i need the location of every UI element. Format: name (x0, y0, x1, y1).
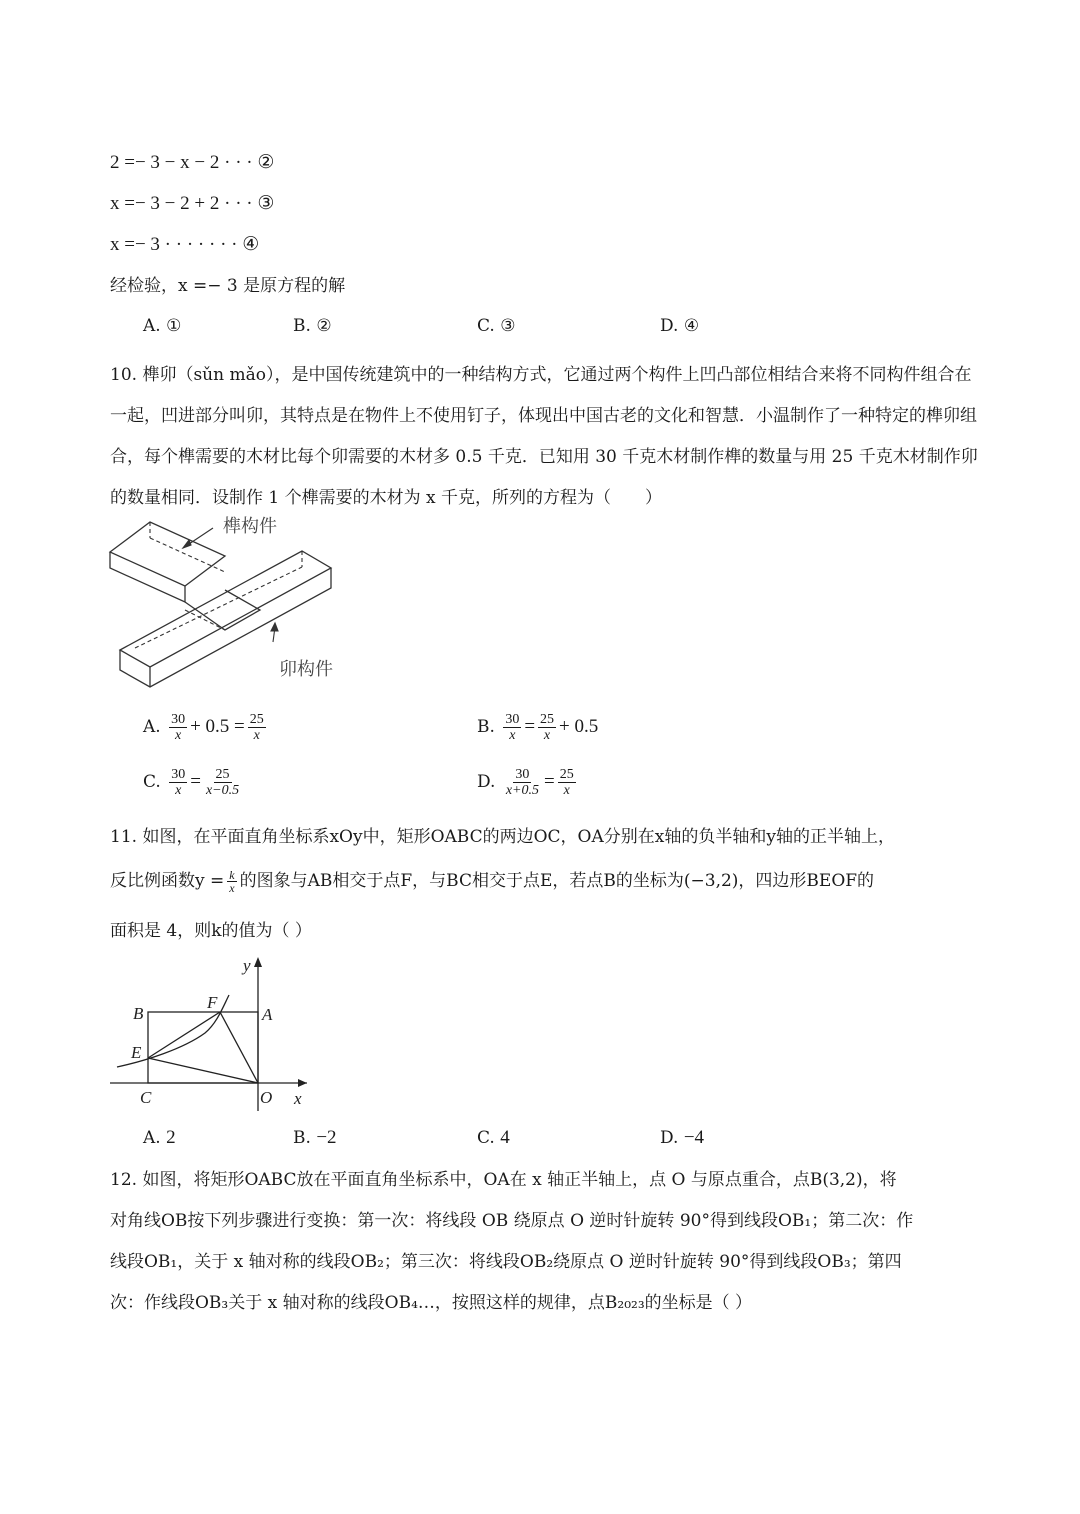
q11-line-3: 面积是 4，则k的值为（ ） (110, 921, 312, 941)
q10-option-a[interactable]: A. $\frac{30}{x}$ + 0.5 = $\frac{25}{x}$ (143, 712, 264, 743)
q11-coordinate-figure (105, 955, 320, 1115)
q11-option-c[interactable]: C. 4 (477, 1127, 510, 1148)
label-E: E (131, 1043, 142, 1062)
label-O: O (260, 1088, 273, 1107)
q9-option-b[interactable]: B. ② (293, 316, 332, 336)
label-A: A (262, 1005, 273, 1024)
q10-tenon-mortise-figure (105, 510, 345, 695)
q10-number: 10. (110, 365, 138, 385)
q12-line-4: 次：作线段OB₃关于 x 轴对称的线段OB₄…，按照这样的规律，点B₂₀₂₃的坐标是（ ） (110, 1293, 753, 1313)
label-y: y (243, 956, 251, 975)
q9-step-4: x =− 3 · · · · · · · ④ (110, 234, 260, 255)
q11-line-1: 11. 如图，在平面直角坐标系xOy中，矩形OABC的两边OC，OA分别在x轴的负半轴和y轴的正半轴上， (110, 827, 895, 847)
label-x: x (294, 1089, 302, 1108)
q9-option-d[interactable]: D. ④ (660, 316, 700, 336)
q10-stem (110, 355, 980, 519)
q9-option-c[interactable]: C. ③ (477, 316, 516, 336)
label-F: F (207, 993, 218, 1012)
q10-option-c[interactable]: C. $\frac{30}{x}$ = $\frac{25}{x-0.5}$ (143, 767, 240, 798)
q12-line-1: 12. 如图，将矩形OABC放在平面直角坐标系中，OA在 x 轴正半轴上，点 O 与原点重合，点B(3,2)，将 (110, 1170, 897, 1190)
q10-option-b[interactable]: B. $\frac{30}{x}$ = $\frac{25}{x}$ + 0.5 (477, 712, 599, 743)
label-C: C (140, 1088, 152, 1107)
q9-check-text: 经检验，x =− 3 是原方程的解 (110, 276, 346, 296)
q10-text: 榫卯（sǔn mǎo），是中国传统建筑中的一种结构方式，它通过两个构件上凹凸部位相结合来将不同构件组合在一起，凹进部分叫卯，其特点是在物件上不使用钉子，体现出中国古老的文化和智慧．小温制作了一种特定的榫卯组合，每个榫需要的木材比每个卯需要的木材多 0.5 千克．已知用 30 千克木材制作榫的数量与用 25 千克木材制作卯的数量相同．设制作 1 个榫需要的木材为 x 千克，所列的方程为（ ） (110, 365, 978, 508)
label-B: B (133, 1004, 144, 1023)
q12-line-2: 对角线OB按下列步骤进行变换：第一次：将线段 OB 绕原点 O 逆时针旋转 90°得到线段OB₁；第二次：作 (110, 1211, 914, 1231)
q11-option-b[interactable]: B. −2 (293, 1127, 337, 1148)
q9-option-a[interactable]: A. ① (143, 316, 182, 336)
q11-option-a[interactable]: A. 2 (143, 1127, 176, 1148)
q10-option-d[interactable]: D. $\frac{30}{x+0.5}$ = $\frac{25}{x}$ (477, 767, 574, 798)
q12-line-3: 线段OB₁，关于 x 轴对称的线段OB₂；第三次：将线段OB₂绕原点 O 逆时针旋转 90°得到线段OB₃；第四 (110, 1252, 902, 1272)
tenon-label: 榫构件 (223, 516, 277, 537)
q11-line-2: 反比例函数y = $\frac{k}{x}$ 的图象与AB相交于点F，与BC相交于点E，若点B的坐标为(−3,2)，四边形BEOF的 (110, 868, 875, 895)
q9-step-3: x =− 3 − 2 + 2 · · · ③ (110, 193, 275, 214)
q9-step-2: 2 =− 3 − x − 2 · · · ② (110, 152, 275, 173)
q11-option-d[interactable]: D. −4 (660, 1127, 705, 1148)
mortise-label: 卯构件 (279, 659, 333, 680)
